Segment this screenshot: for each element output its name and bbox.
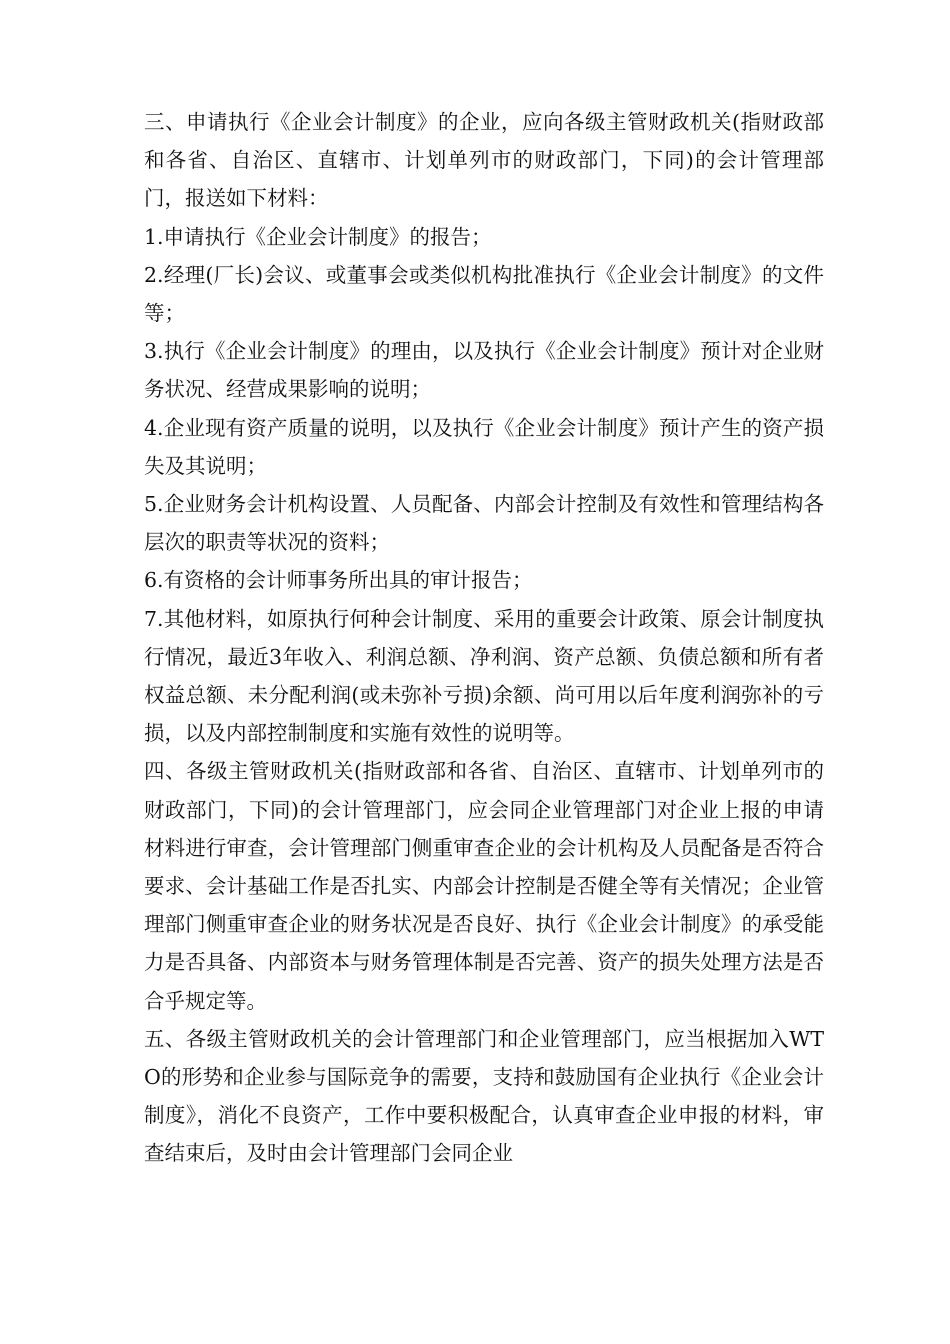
paragraph-section-4: 四、各级主管财政机关(指财政部和各省、自治区、直辖市、计划单列市的财政部门，下同)的会计管理部门，应会同企业管理部门对企业上报的申请材料进行审查，会计管理部门侧重审查企业的会计机构及人员配备是否符合要求、会计基础工作是否扎实、内部会计控制是否健全等有关情况；企业管理部门侧重审查企业的财务状况是否良好、执行《企业会计制度》的承受能力是否具备、内部资本与财务管理体制是否完善、资产的损失处理方法是否合乎规定等。 — [144, 759, 824, 1013]
list-item-5: 5.企业财务会计机构设置、人员配备、内部会计控制及有效性和管理结构各层次的职责等状况的资料； — [144, 492, 824, 555]
list-item-7: 7.其他材料，如原执行何种会计制度、采用的重要会计政策、原会计制度执行情况，最近3年收入、利润总额、净利润、资产总额、负债总额和所有者权益总额、未分配利润(或未弥补亏损)余额、尚可用以后年度利润弥补的亏损，以及内部控制制度和实施有效性的说明等。 — [144, 606, 824, 746]
paragraph-section-3: 三、申请执行《企业会计制度》的企业，应向各级主管财政机关(指财政部和各省、自治区、直辖市、计划单列市的财政部门，下同)的会计管理部门，报送如下材料： — [144, 110, 824, 211]
list-item-3: 3.执行《企业会计制度》的理由，以及执行《企业会计制度》预计对企业财务状况、经营成果影响的说明； — [144, 339, 824, 402]
list-item-6: 6.有资格的会计师事务所出具的审计报告； — [144, 568, 533, 593]
list-item-2: 2.经理(厂长)会议、或董事会或类似机构批准执行《企业会计制度》的文件等； — [144, 262, 824, 326]
document-page — [144, 103, 824, 1173]
list-item-1: 1.申请执行《企业会计制度》的报告； — [144, 224, 492, 249]
paragraph-section-5: 五、各级主管财政机关的会计管理部门和企业管理部门，应当根据加入WTO的形势和企业参与国际竞争的需要，支持和鼓励国有企业执行《企业会计制度》，消化不良资产，工作中要积极配合，认真审查企业申报的材料，审查结束后，及时由会计管理部门会同企业 — [144, 1026, 824, 1166]
list-item-4: 4.企业现有资产质量的说明，以及执行《企业会计制度》预计产生的资产损失及其说明； — [144, 415, 824, 478]
